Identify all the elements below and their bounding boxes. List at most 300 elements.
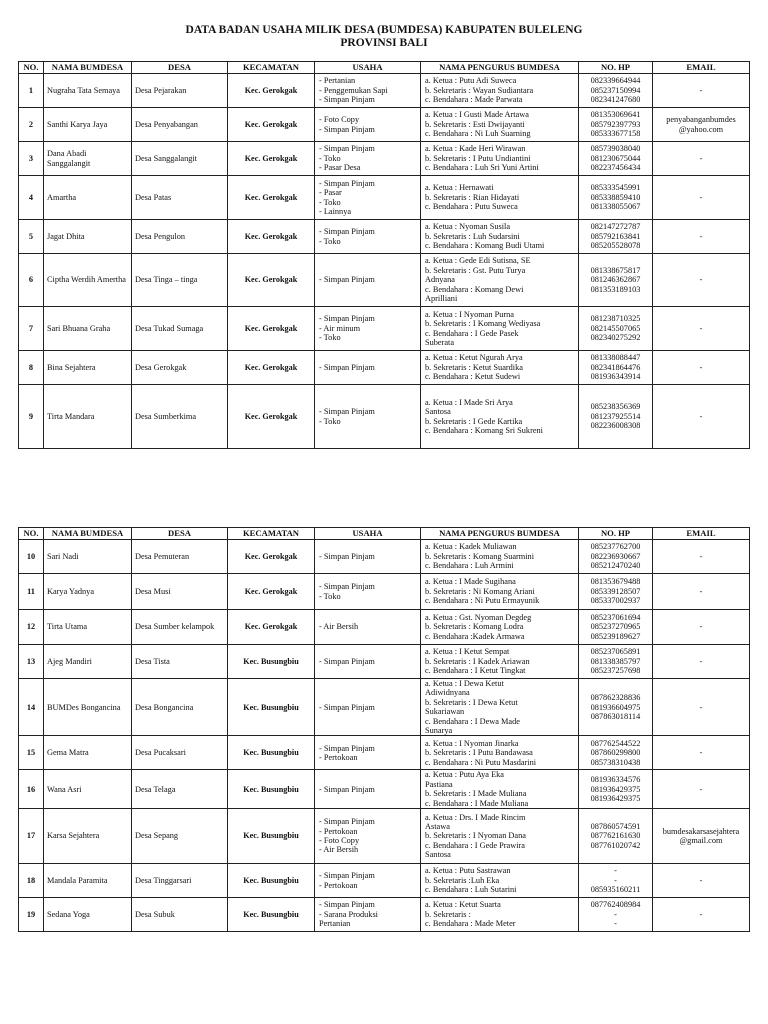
pengurus-line: a. Ketua : Ketut Suarta (425, 900, 501, 910)
usaha-cell (315, 142, 421, 176)
bumdesa-name: Tirta Mandara (44, 385, 132, 449)
phone-number: 085333677158 (590, 129, 641, 139)
pengurus-cell (421, 254, 579, 307)
pengurus-line: a. Ketua : Putu Adi Suweca (425, 76, 517, 86)
document-title: DATA BADAN USAHA MILIK DESA (BUMDESA) KABUPATEN BULELENG (185, 24, 583, 36)
pengurus-line: c. Bendahara : I Made Muliana (425, 798, 529, 808)
pengurus-line: c. Bendahara : I Gede Pasek (425, 328, 519, 338)
usaha-cell (315, 540, 421, 574)
header-nama: NAMA BUMDESA (44, 62, 132, 74)
pengurus-cell (421, 679, 579, 736)
email-cell (653, 736, 750, 770)
email-line: bumdesakarsasejahtera (662, 826, 740, 836)
hp-cell (579, 176, 653, 220)
kecamatan-name: Kec. Gerokgak (228, 610, 315, 645)
table-row (19, 736, 750, 770)
email-line: - (699, 362, 703, 372)
pengurus-cell (421, 574, 579, 610)
table-row (19, 142, 750, 176)
usaha-item: - Simpan Pinjam (319, 362, 375, 372)
email-line: - (699, 192, 703, 202)
row-number: 19 (19, 898, 44, 932)
hp-cell (579, 864, 653, 898)
table-row (19, 385, 750, 449)
phone-number: 085237061694 (590, 612, 641, 622)
email-cell (653, 809, 750, 864)
pengurus-line: a. Ketua : Drs. I Made Rincim (425, 812, 526, 822)
table-row (19, 540, 750, 574)
desa-name: Desa Sumber kelampok (132, 610, 228, 645)
kecamatan-name: Kec. Busungbiu (228, 736, 315, 770)
table-row (19, 307, 750, 351)
email-cell (653, 108, 750, 142)
header-desa: DESA (132, 528, 228, 540)
usaha-cell (315, 645, 421, 679)
pengurus-line: Aprilliani (425, 294, 458, 304)
row-number: 9 (19, 385, 44, 449)
row-number: 8 (19, 351, 44, 385)
email-cell (653, 254, 750, 307)
pengurus-line: c. Bendahara :Kadek Armawa (425, 631, 525, 641)
pengurus-line: c. Bendahara : Ni Putu Ermayunik (425, 596, 540, 606)
usaha-item: - Foto Copy (319, 115, 360, 125)
pengurus-line: Adiwidnyana (425, 688, 470, 698)
header-usaha: USAHA (315, 528, 421, 540)
header-no: NO. (19, 528, 44, 540)
pengurus-line: c. Bendahara : Ni Putu Masdarini (425, 757, 537, 767)
usaha-item: - Simpan Pinjam (319, 314, 375, 324)
usaha-cell (315, 307, 421, 351)
bumdesa-name: Sari Nadi (44, 540, 132, 574)
phone-number: 085238356369 (590, 402, 641, 412)
row-number: 18 (19, 864, 44, 898)
phone-number: 081338675817 (590, 265, 641, 275)
pengurus-cell (421, 610, 579, 645)
pengurus-line: b. Sekretaris : Ni Komang Ariani (425, 586, 535, 596)
email-line: - (699, 85, 703, 95)
email-cell (653, 645, 750, 679)
phone-number: 087863018114 (590, 711, 641, 721)
pengurus-cell (421, 142, 579, 176)
pengurus-line: Santosa (425, 407, 451, 417)
usaha-item: - Simpan Pinjam (319, 95, 375, 105)
pengurus-cell (421, 898, 579, 932)
usaha-item: - Simpan Pinjam (319, 407, 375, 417)
usaha-item: - Simpan Pinjam (319, 871, 375, 881)
table-row (19, 864, 750, 898)
hp-cell (579, 770, 653, 809)
email-line: - (699, 323, 703, 333)
desa-name: Desa Patas (132, 176, 228, 220)
pengurus-line: b. Sekretaris : Luh Sudarsini (425, 231, 520, 241)
pengurus-line: c. Bendahara : Ni Luh Suarning (425, 129, 531, 139)
table-row (19, 108, 750, 142)
row-number: 14 (19, 679, 44, 736)
pengurus-cell (421, 74, 579, 108)
usaha-cell (315, 679, 421, 736)
pengurus-line: b. Sekretaris : I Komang Wediyasa (425, 319, 541, 329)
phone-number: 085237065891 (590, 647, 641, 657)
pengurus-line: c. Bendahara : Ketut Sudewi (425, 372, 521, 382)
table-row (19, 254, 750, 307)
usaha-item: - Toko (319, 236, 341, 246)
phone-number: 085237270965 (590, 622, 641, 632)
usaha-item: - Simpan Pinjam (319, 144, 375, 154)
phone-number: 081936429375 (590, 793, 641, 803)
pengurus-line: a. Ketua : Gede Edi Sutisna, SE (425, 256, 531, 266)
bumdesa-name: Ciptha Werdih Amertha (44, 254, 132, 307)
pengurus-line: Santosa (425, 850, 451, 860)
pengurus-line: a. Ketua : I Gusti Made Artawa (425, 110, 529, 120)
pengurus-line: c. Bendahara : I Ketut Tingkat (425, 666, 526, 676)
phone-number: 081353069641 (590, 110, 641, 120)
usaha-item: - Simpan Pinjam (319, 900, 375, 910)
header-hp: NO. HP (579, 528, 653, 540)
row-number: 12 (19, 610, 44, 645)
desa-name: Desa Sanggalangit (132, 142, 228, 176)
table-row (19, 574, 750, 610)
pengurus-line: Pastiana (425, 779, 453, 789)
pengurus-cell (421, 176, 579, 220)
email-cell (653, 351, 750, 385)
hp-cell (579, 254, 653, 307)
usaha-cell (315, 770, 421, 809)
table-header-row (19, 62, 750, 74)
email-cell (653, 176, 750, 220)
kecamatan-name: Kec. Busungbiu (228, 809, 315, 864)
desa-name: Desa Pucaksari (132, 736, 228, 770)
pengurus-line: a. Ketua : Putu Sastrawan (425, 866, 511, 876)
kecamatan-name: Kec. Gerokgak (228, 540, 315, 574)
desa-name: Desa Tukad Sumaga (132, 307, 228, 351)
pengurus-cell (421, 736, 579, 770)
row-number: 17 (19, 809, 44, 864)
hp-cell (579, 610, 653, 645)
pengurus-line: c. Bendahara : Made Meter (425, 919, 516, 929)
phone-number: 085237257698 (590, 666, 641, 676)
row-number: 13 (19, 645, 44, 679)
pengurus-line: a. Ketua : Hernawati (425, 183, 494, 193)
email-line: - (699, 784, 703, 794)
hp-cell (579, 574, 653, 610)
hp-cell (579, 351, 653, 385)
usaha-item: - Simpan Pinjam (319, 656, 375, 666)
phone-number: 081338088447 (590, 353, 641, 363)
header-nama: NAMA BUMDESA (44, 528, 132, 540)
email-cell (653, 220, 750, 254)
pengurus-line: a. Ketua : Kadek Muliawan (425, 542, 517, 552)
pengurus-line: Sunarya (425, 726, 453, 736)
desa-name: Desa Bongancina (132, 679, 228, 736)
desa-name: Desa Musi (132, 574, 228, 610)
pengurus-cell (421, 809, 579, 864)
usaha-item: - Sarana Produksi (319, 909, 378, 919)
phone-number: 081230675044 (590, 153, 641, 163)
email-line: @gmail.com (679, 836, 723, 846)
email-line: - (699, 231, 703, 241)
hp-cell (579, 898, 653, 932)
email-line: @yahoo.com (678, 124, 724, 134)
phone-number: 085205528078 (590, 241, 641, 251)
phone-number: 085333545991 (590, 183, 641, 193)
pengurus-line: c. Bendahara : I Dewa Made (425, 716, 520, 726)
desa-name: Desa Penyabangan (132, 108, 228, 142)
header-desa: DESA (132, 62, 228, 74)
pengurus-line: b. Sekretaris : I Putu Bandawasa (425, 748, 533, 758)
hp-cell (579, 307, 653, 351)
kecamatan-name: Kec. Gerokgak (228, 142, 315, 176)
hp-cell (579, 220, 653, 254)
phone-number: - (614, 919, 617, 929)
pengurus-line: c. Bendahara : Komang Sri Sukreni (425, 425, 543, 435)
pengurus-line: b. Sekretaris : I Nyoman Dana (425, 831, 526, 841)
table-row (19, 770, 750, 809)
kecamatan-name: Kec. Gerokgak (228, 254, 315, 307)
usaha-item: - Pertanian (319, 76, 356, 86)
pengurus-cell (421, 351, 579, 385)
pengurus-line: b. Sekretaris : Gst. Putu Turya (425, 265, 526, 275)
phone-number: 081936334576 (590, 775, 641, 785)
pengurus-line: a. Ketua : I Made Sugihana (425, 577, 516, 587)
kecamatan-name: Kec. Gerokgak (228, 351, 315, 385)
desa-name: Desa Pengulon (132, 220, 228, 254)
kecamatan-name: Kec. Busungbiu (228, 898, 315, 932)
kecamatan-name: Kec. Busungbiu (228, 770, 315, 809)
email-line: - (699, 622, 703, 632)
usaha-cell (315, 108, 421, 142)
row-number: 7 (19, 307, 44, 351)
email-line: - (699, 909, 703, 919)
kecamatan-name: Kec. Gerokgak (228, 220, 315, 254)
bumdesa-name: Sari Bhuana Graha (44, 307, 132, 351)
header-email: EMAIL (653, 528, 750, 540)
pengurus-line: c. Bendahara : Putu Suweca (425, 202, 518, 212)
email-cell (653, 142, 750, 176)
kecamatan-name: Kec. Busungbiu (228, 679, 315, 736)
usaha-item: - Simpan Pinjam (319, 124, 375, 134)
pengurus-line: a. Ketua : Nyoman Susila (425, 222, 511, 232)
usaha-cell (315, 176, 421, 220)
hp-cell (579, 809, 653, 864)
email-cell (653, 864, 750, 898)
desa-name: Desa Subuk (132, 898, 228, 932)
bumdesa-name: Gema Matra (44, 736, 132, 770)
pengurus-line: a. Ketua : Kade Heri Wirawan (425, 144, 526, 154)
usaha-cell (315, 864, 421, 898)
pengurus-line: a. Ketua : I Dewa Ketut (425, 679, 504, 688)
row-number: 4 (19, 176, 44, 220)
usaha-item: - Pasar Desa (319, 163, 361, 173)
bumdesa-name: BUMDes Bongancina (44, 679, 132, 736)
phone-number: 081338385797 (590, 656, 641, 666)
email-line: - (699, 656, 703, 666)
pengurus-line: a. Ketua : I Nyoman Jinarka (425, 738, 519, 748)
bumdesa-name: Tirta Utama (44, 610, 132, 645)
row-number: 6 (19, 254, 44, 307)
kecamatan-name: Kec. Gerokgak (228, 74, 315, 108)
phone-number: 085738310438 (590, 757, 641, 767)
pengurus-cell (421, 307, 579, 351)
row-number: 11 (19, 574, 44, 610)
bumdesa-table-2 (18, 527, 750, 932)
usaha-cell (315, 574, 421, 610)
usaha-item: - Simpan Pinjam (319, 275, 375, 285)
usaha-item: - Pertokoan (319, 880, 358, 890)
phone-number: 082236008308 (590, 421, 641, 431)
phone-number: 085339128507 (590, 586, 641, 596)
pengurus-line: a. Ketua : Ketut Ngurah Arya (425, 353, 523, 363)
hp-cell (579, 108, 653, 142)
row-number: 2 (19, 108, 44, 142)
table-row (19, 74, 750, 108)
bumdesa-name: Jagat Dhita (44, 220, 132, 254)
usaha-cell (315, 220, 421, 254)
row-number: 15 (19, 736, 44, 770)
usaha-item: - Simpan Pinjam (319, 743, 375, 753)
phone-number: 087762161630 (590, 831, 641, 841)
pengurus-cell (421, 770, 579, 809)
hp-cell (579, 540, 653, 574)
desa-name: Desa Sumberkima (132, 385, 228, 449)
email-line: - (699, 702, 703, 712)
phone-number: 087860299800 (590, 748, 641, 758)
email-cell (653, 898, 750, 932)
usaha-item: - Pasar (319, 188, 342, 198)
email-cell (653, 540, 750, 574)
usaha-item: - Simpan Pinjam (319, 551, 375, 561)
kecamatan-name: Kec. Gerokgak (228, 108, 315, 142)
pengurus-cell (421, 385, 579, 449)
usaha-item: - Air minum (319, 323, 361, 333)
table-row (19, 645, 750, 679)
phone-number: 085237150994 (590, 85, 641, 95)
phone-number: 081353189103 (590, 284, 641, 294)
pengurus-line: a. Ketua : I Nyoman Purna (425, 309, 514, 319)
usaha-item: - Simpan Pinjam (319, 784, 375, 794)
desa-name: Desa Pejarakan (132, 74, 228, 108)
phone-number: 085237762700 (590, 542, 641, 552)
pengurus-line: b. Sekretaris : Rian Hidayati (425, 192, 520, 202)
usaha-item: Pertanian (319, 919, 351, 929)
row-number: 1 (19, 74, 44, 108)
desa-name: Desa Pemuteran (132, 540, 228, 574)
email-line: penyabanganbumdes (666, 115, 736, 125)
phone-number: 081237925514 (590, 411, 641, 421)
usaha-item: - Air Bersih (319, 845, 359, 855)
phone-number: 082236930667 (590, 551, 641, 561)
row-number: 10 (19, 540, 44, 574)
desa-name: Desa Sepang (132, 809, 228, 864)
usaha-cell (315, 809, 421, 864)
pengurus-line: b. Sekretaris : Esti Dwijayanti (425, 119, 525, 129)
kecamatan-name: Kec. Gerokgak (228, 574, 315, 610)
usaha-item: - Toko (319, 197, 341, 207)
pengurus-cell (421, 540, 579, 574)
usaha-item: - Pertokoan (319, 752, 358, 762)
phone-number: 085212470240 (590, 561, 641, 571)
phone-number: 081338055067 (590, 202, 641, 212)
email-cell (653, 74, 750, 108)
table-row (19, 176, 750, 220)
pengurus-line: a. Ketua : Putu Aya Eka (425, 770, 504, 780)
desa-name: Desa Telaga (132, 770, 228, 809)
usaha-item: - Simpan Pinjam (319, 582, 375, 592)
table-row (19, 610, 750, 645)
pengurus-line: a. Ketua : I Ketut Sempat (425, 647, 510, 657)
hp-cell (579, 645, 653, 679)
hp-cell (579, 142, 653, 176)
row-number: 16 (19, 770, 44, 809)
row-number: 3 (19, 142, 44, 176)
table-row (19, 809, 750, 864)
header-kecamatan: KECAMATAN (228, 62, 315, 74)
usaha-item: - Toko (319, 333, 341, 343)
hp-cell (579, 736, 653, 770)
pengurus-line: a. Ketua : Gst. Nyoman Degdeg (425, 612, 532, 622)
usaha-cell (315, 898, 421, 932)
email-cell (653, 770, 750, 809)
hp-cell (579, 679, 653, 736)
pengurus-line: b. Sekretaris : Komang Lodra (425, 622, 524, 632)
usaha-item: - Toko (319, 591, 341, 601)
phone-number: 081936604975 (590, 702, 641, 712)
phone-number: 087761020742 (590, 840, 641, 850)
usaha-item: - Foto Copy (319, 836, 360, 846)
phone-number: 081936343914 (590, 372, 641, 382)
hp-cell (579, 385, 653, 449)
phone-number: 085935160211 (590, 885, 641, 895)
header-hp: NO. HP (579, 62, 653, 74)
usaha-item: - Air Bersih (319, 622, 359, 632)
phone-number: 081353679488 (590, 577, 641, 587)
email-line: - (699, 875, 703, 885)
pengurus-line: a. Ketua : I Made Sri Arya (425, 397, 513, 407)
header-email: EMAIL (653, 62, 750, 74)
email-line: - (699, 411, 703, 421)
email-cell (653, 385, 750, 449)
usaha-cell (315, 351, 421, 385)
pengurus-line: b. Sekretaris : I Gede Kartika (425, 416, 523, 426)
usaha-item: - Simpan Pinjam (319, 702, 375, 712)
bumdesa-name: Mandala Paramita (44, 864, 132, 898)
header-pengurus: NAMA PENGURUS BUMDESA (421, 62, 579, 74)
phone-number: 087862328836 (590, 693, 641, 703)
bumdesa-table-1 (18, 61, 750, 449)
bumdesa-name: Amartha (44, 176, 132, 220)
usaha-cell (315, 736, 421, 770)
pengurus-line: b. Sekretaris : Komang Suarmini (425, 551, 534, 561)
pengurus-line: b. Sekretaris : (425, 909, 471, 919)
pengurus-line: c. Bendahara : Luh Armini (425, 561, 514, 571)
phone-number: 085239189627 (590, 631, 641, 641)
phone-number: 087762408984 (590, 900, 641, 910)
pengurus-cell (421, 108, 579, 142)
usaha-item: - Penggemukan Sapi (319, 85, 388, 95)
pengurus-line: c. Bendahara : Luh Sutarini (425, 885, 517, 895)
bumdesa-name: Ajeg Mandiri (44, 645, 132, 679)
usaha-cell (315, 254, 421, 307)
usaha-item: - Simpan Pinjam (319, 178, 375, 188)
usaha-item: - Pertokoan (319, 826, 358, 836)
table-row (19, 679, 750, 736)
phone-number: 082339664944 (590, 76, 641, 86)
phone-number: 085792397793 (590, 119, 641, 129)
pengurus-cell (421, 220, 579, 254)
table-row (19, 898, 750, 932)
email-line: - (699, 153, 703, 163)
kecamatan-name: Kec. Gerokgak (228, 176, 315, 220)
header-pengurus: NAMA PENGURUS BUMDESA (421, 528, 579, 540)
